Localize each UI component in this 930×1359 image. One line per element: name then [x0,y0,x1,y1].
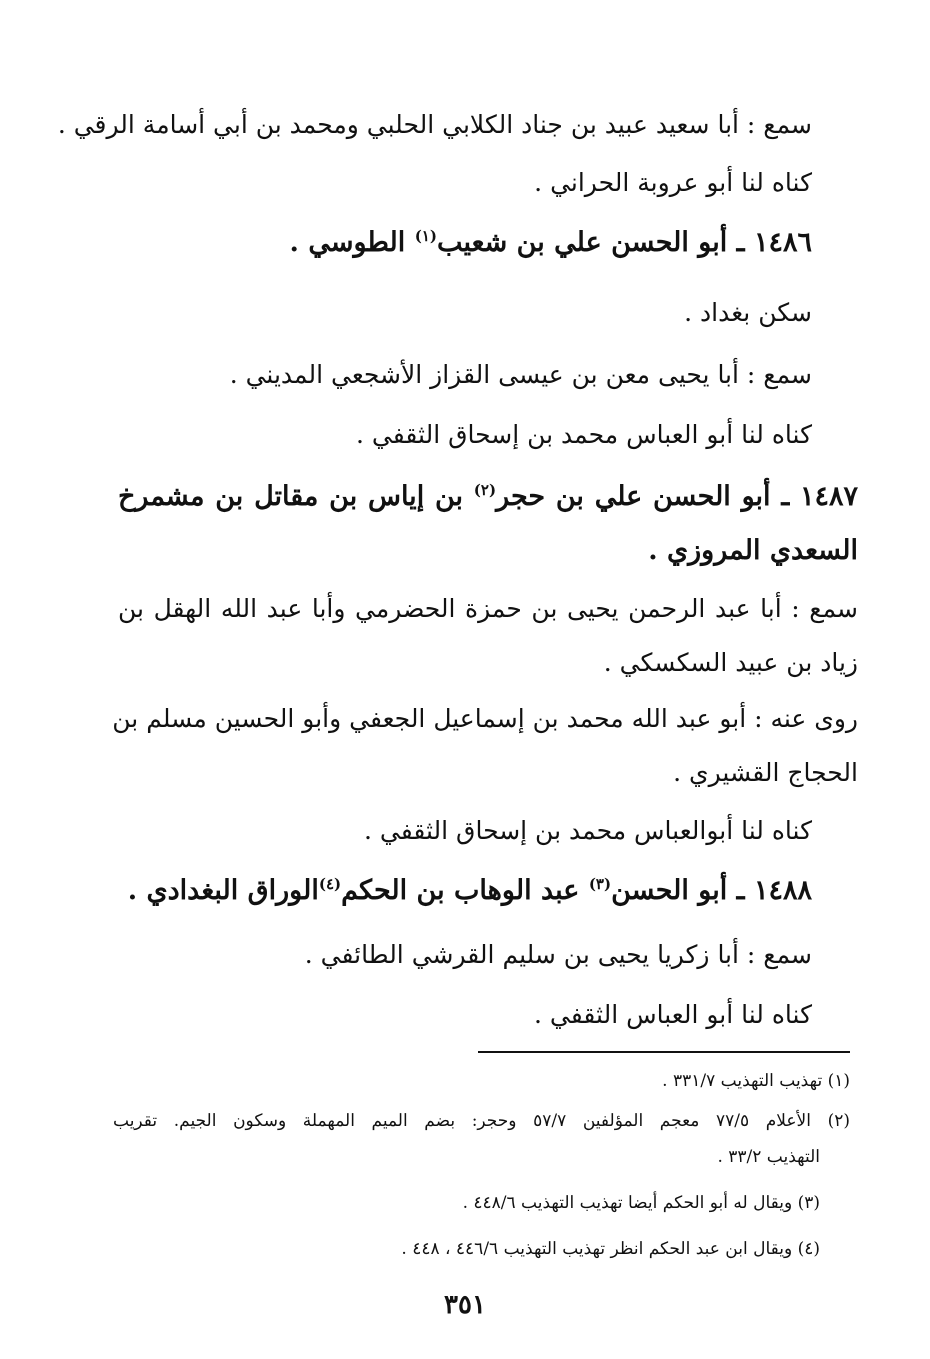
text-line: سمع : أبا سعيد عبيد بن جناد الكلابي الحلبي ومحمد بن أبي أسامة الرقي . [57,110,812,139]
entry-number: ١٤٨٨ ـ [736,875,812,906]
text-line: سمع : أبا يحيى معن بن عيسى القزاز الأشجعي المديني . [229,360,812,389]
footnote-divider [478,1051,850,1053]
entry-name: أبو الحسن علي بن حجر [496,481,771,512]
entry-name: أبو الحسن علي بن شعيب [436,227,728,258]
entry-heading-1486 [112,226,812,260]
entry-number: ١٤٨٦ ـ [736,227,812,258]
entry-name: أبو الحسن [611,875,728,906]
footnote-ref: (١) [414,227,437,245]
footnote-2-cont: التهذيب ٣٣/٢ . [717,1147,820,1167]
entry-heading-1487 [118,480,858,514]
text-line: الحجاج القشيري . [673,758,858,787]
text-line: سمع : أبا عبد الرحمن يحيى بن حمزة الحضرمي وأبا عبد الله الهقل بن [118,594,858,623]
text-line: زياد بن عبيد السكسكي . [603,648,858,677]
footnote-2: (٢) الأعلام ٧٧/٥ معجم المؤلفين ٥٧/٧ وحجر: بضم الميم المهملة وسكون الجيم. تقريب [113,1111,850,1131]
text-line: سمع : أبا زكريا يحيى بن سليم القرشي الطائفي . [304,940,812,969]
entry-heading-1488 [112,874,812,908]
text-line: كناه لنا أبوالعباس محمد بن إسحاق الثقفي . [363,816,812,845]
entry-name: بن إياس بن مقاتل بن مشمرخ [118,481,464,512]
entry-number: ١٤٨٧ ـ [781,481,859,512]
footnote-4: (٤) ويقال ابن عبد الحكم انظر تهذيب التهذيب ٤٤٦/٦ ، ٤٤٨ . [401,1239,820,1259]
footnote-3: (٣) ويقال له أبو الحكم أيضا تهذيب التهذيب ٤٤٨/٦ . [462,1193,820,1213]
entry-heading-1487-cont: السعدي المروزي . [648,535,858,566]
text-line: سكن بغداد . [684,298,812,327]
footnote-1: (١) تهذيب التهذيب ٣٣١/٧ . [662,1071,850,1091]
page-number: ٣٥١ [444,1290,486,1320]
footnote-ref: (٤) [318,875,342,893]
entry-name: الطوسي . [289,227,406,258]
text-line: كناه لنا أبو عروبة الحراني . [534,168,812,197]
text-line: كناه لنا أبو العباس محمد بن إسحاق الثقفي . [356,420,812,449]
text-line: روى عنه : أبو عبد الله محمد بن إسماعيل الجعفي وأبو الحسين مسلم بن [112,704,858,733]
footnote-ref: (٣) [588,875,612,893]
entry-name: عبد الوهاب بن الحكم [341,875,580,906]
entry-name: الوراق البغدادي . [127,875,319,906]
text-line: كناه لنا أبو العباس الثقفي . [534,1000,812,1029]
footnote-ref: (٢) [473,481,497,499]
